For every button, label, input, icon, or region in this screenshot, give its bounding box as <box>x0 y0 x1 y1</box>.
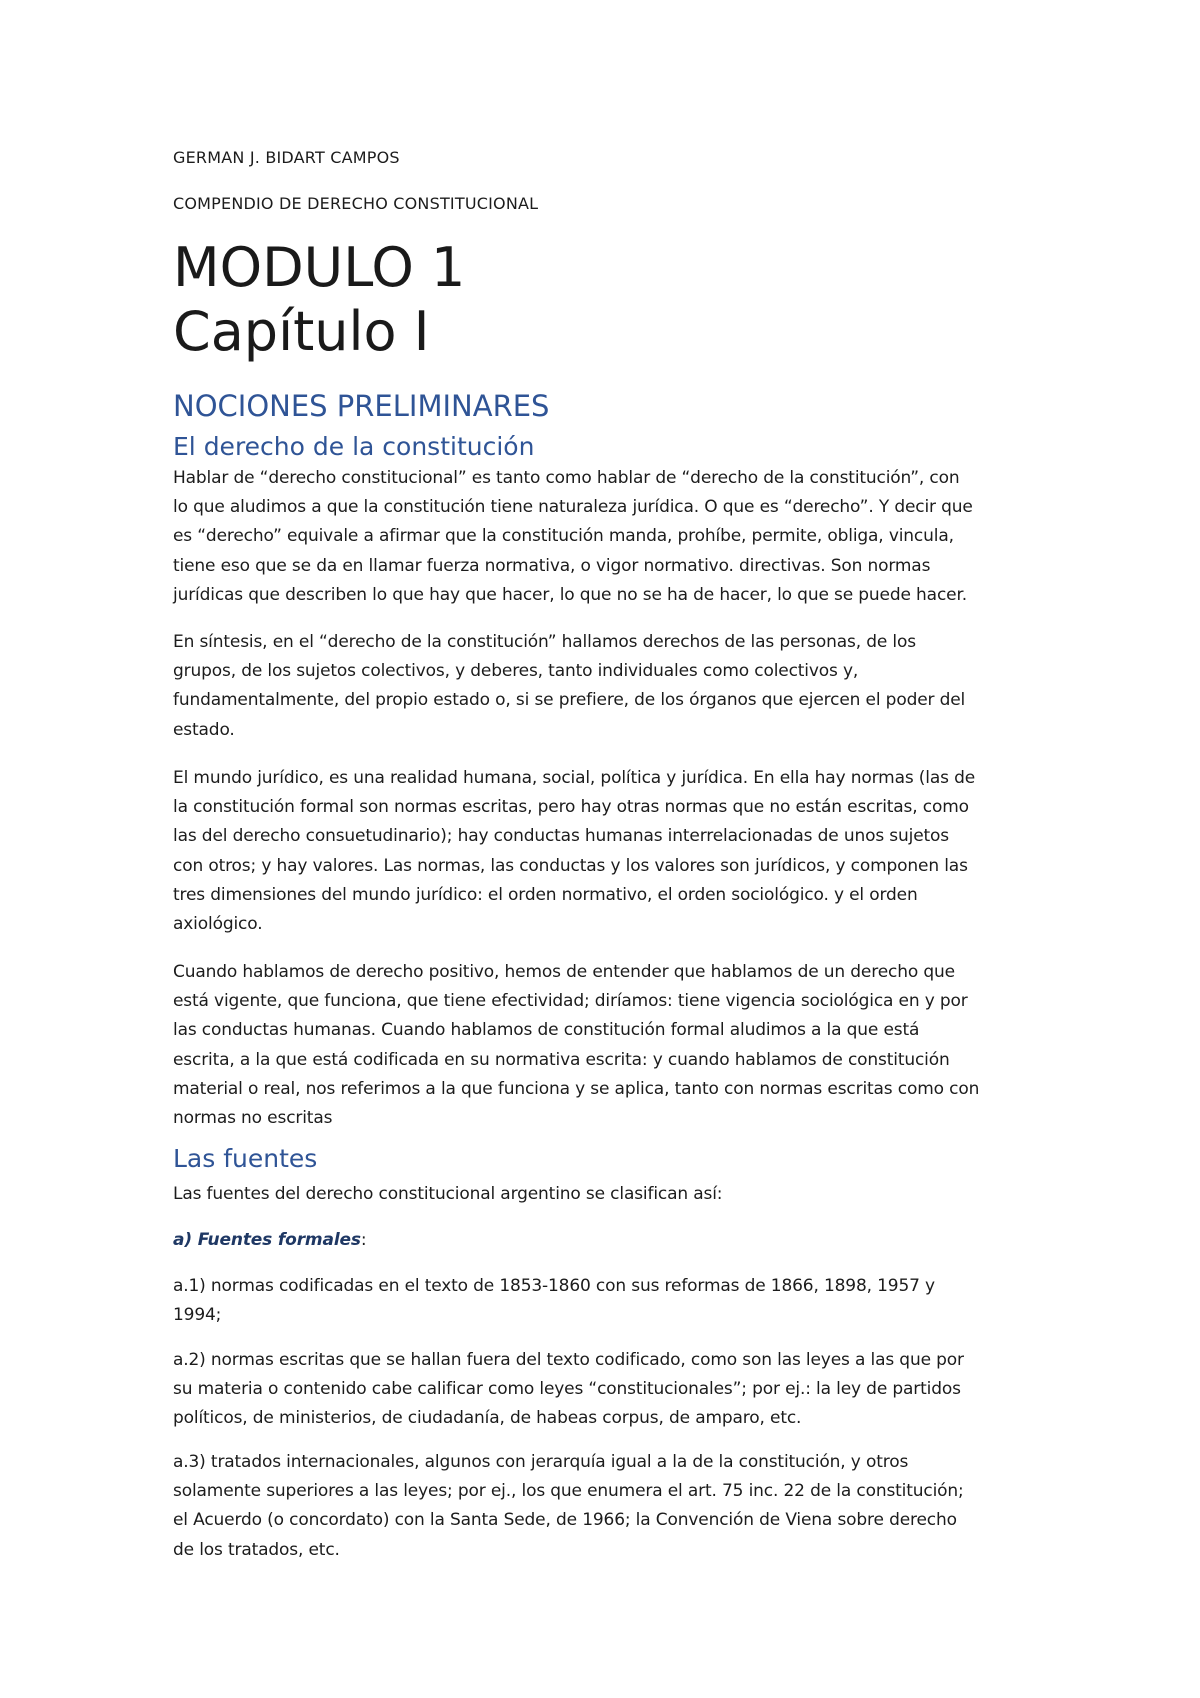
text-line: a.3) tratados internacionales, algunos con jerarquía igual a la de la constitución, y otros <box>173 1452 909 1472</box>
fuentes-formales-colon: : <box>360 1230 367 1250</box>
author-name: GERMAN J. BIDART CAMPOS <box>173 148 400 167</box>
text-line: Las fuentes del derecho constitucional argentino se clasifican así: <box>173 1184 723 1204</box>
text-line: jurídicas que describen lo que hay que hacer, lo que no se ha de hacer, lo que se puede hacer. <box>173 584 967 605</box>
paragraph-derecho-positivo <box>173 958 1043 1133</box>
text-line: solamente superiores a las leyes; por ej., los que enumera el art. 75 inc. 22 de la constitución; <box>173 1481 964 1502</box>
text-line: Hablar de “derecho constitucional” es tanto como hablar de “derecho de la constitución”, con <box>173 468 960 488</box>
text-line: material o real, nos referimos a la que funciona y se aplica, tanto con normas escritas como con <box>173 1078 980 1099</box>
text-line: En síntesis, en el “derecho de la constitución” hallamos derechos de las personas, de los <box>173 632 916 652</box>
text-line: normas no escritas <box>173 1108 333 1129</box>
fuentes-formales-label <box>173 1226 1043 1255</box>
text-line: el Acuerdo (o concordato) con la Santa Sede, de 1966; la Convención de Viena sobre derecho <box>173 1510 957 1531</box>
text-line: axiológico. <box>173 914 263 935</box>
section-heading: NOCIONES PRELIMINARES <box>173 389 550 423</box>
subsection-heading-fuentes: Las fuentes <box>173 1144 318 1173</box>
text-line: la constitución formal son normas escritas, pero hay otras normas que no están escritas, como <box>173 797 969 818</box>
paragraph-derecho-constitucional <box>173 464 1043 610</box>
text-line: tres dimensiones del mundo jurídico: el orden normativo, el orden sociológico. y el orden <box>173 884 918 905</box>
text-line: 1994; <box>173 1305 222 1326</box>
text-line: estado. <box>173 719 235 740</box>
text-line: fundamentalmente, del propio estado o, si se prefiere, de los órganos que ejercen el poder del <box>173 690 966 711</box>
text-line: de los tratados, etc. <box>173 1539 340 1560</box>
book-title: COMPENDIO DE DERECHO CONSTITUCIONAL <box>173 194 539 213</box>
text-line: escrita, a la que está codificada en su normativa escrita: y cuando hablamos de constitución <box>173 1049 950 1070</box>
module-title-line2: Capítulo I <box>173 300 430 363</box>
text-line: con otros; y hay valores. Las normas, las conductas y los valores son jurídicos, y componen las <box>173 855 968 876</box>
list-item-a2 <box>173 1346 1043 1434</box>
text-line: El mundo jurídico, es una realidad humana, social, política y jurídica. En ella hay normas (las de <box>173 768 976 788</box>
text-line: tiene eso que se da en llamar fuerza normativa, o vigor normativo. directivas. Son normas <box>173 555 931 576</box>
fuentes-formales-text: a) Fuentes formales <box>173 1230 361 1250</box>
subsection-heading-derecho: El derecho de la constitución <box>173 432 535 461</box>
text-line: está vigente, que funciona, que tiene efectividad; diríamos: tiene vigencia sociológica en y por <box>173 991 968 1012</box>
text-line: Cuando hablamos de derecho positivo, hemos de entender que hablamos de un derecho que <box>173 962 955 982</box>
text-line: es “derecho” equivale a afirmar que la constitución manda, prohíbe, permite, obliga, vincula, <box>173 526 954 547</box>
text-line: su materia o contenido cabe calificar como leyes “constitucionales”; por ej.: la ley de partidos <box>173 1379 961 1400</box>
module-title <box>173 236 465 364</box>
text-line: políticos, de ministerios, de ciudadanía, de habeas corpus, de amparo, etc. <box>173 1408 802 1429</box>
paragraph-fuentes-intro <box>173 1180 1043 1209</box>
module-title-line1: MODULO 1 <box>173 236 466 299</box>
list-item-a1 <box>173 1272 1043 1330</box>
text-line: las conductas humanas. Cuando hablamos de constitución formal aludimos a la que está <box>173 1020 920 1041</box>
text-line: grupos, de los sujetos colectivos, y deberes, tanto individuales como colectivos y, <box>173 661 859 682</box>
paragraph-mundo-juridico <box>173 764 1043 939</box>
list-item-a3 <box>173 1448 1043 1565</box>
text-line: a.1) normas codificadas en el texto de 1853-1860 con sus reformas de 1866, 1898, 1957 y <box>173 1276 935 1296</box>
text-line: las del derecho consuetudinario); hay conductas humanas interrelacionadas de unos sujetos <box>173 826 949 847</box>
paragraph-sintesis <box>173 628 1043 745</box>
text-line: lo que aludimos a que la constitución tiene naturaleza jurídica. O que es “derecho”. Y decir que <box>173 497 973 518</box>
text-line: a.2) normas escritas que se hallan fuera del texto codificado, como son las leyes a las que por <box>173 1350 964 1370</box>
